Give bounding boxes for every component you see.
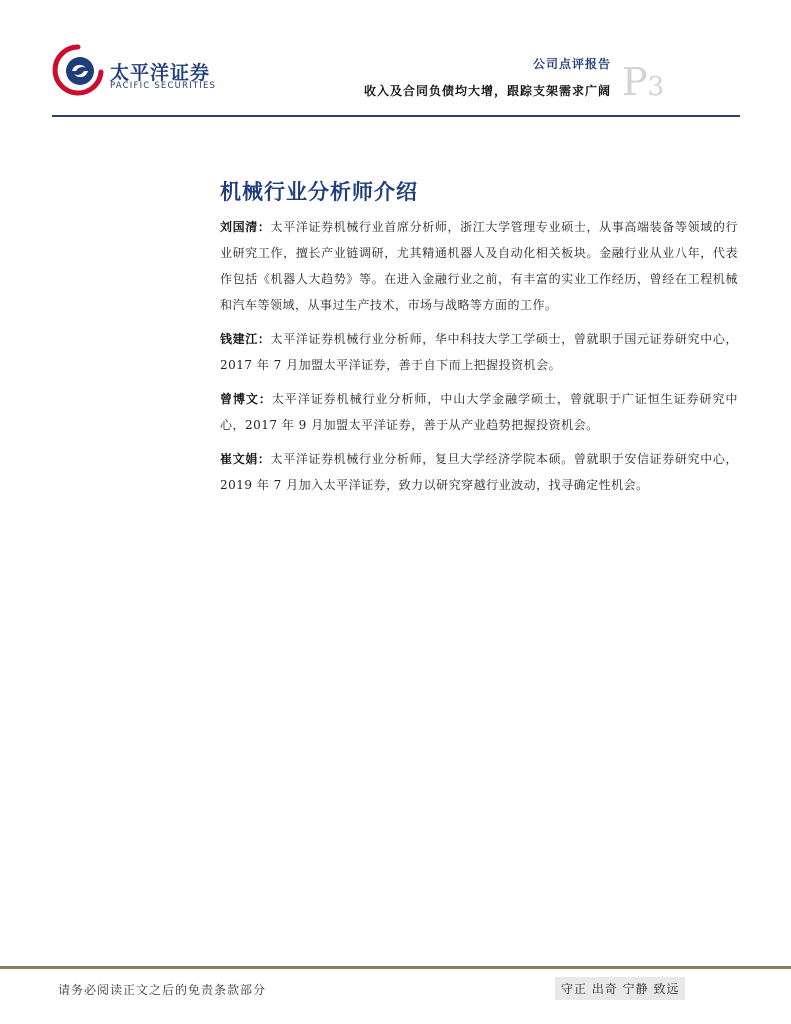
analyst-bio: 太平洋证券机械行业首席分析师，浙江大学管理专业硕士，从事高端装备等领域的行业研究工作，擅长产业链调研，尤其精通机器人及自动化相关板块。金融行业从业八年，代表作包括《机器人大趋势》等。在进入金融行业之前，有丰富的实业工作经历，曾经在工程机械和汽车等领域，从事过生产技术，市场与战略等方面的工作。 <box>220 220 738 312</box>
pacific-securities-logo <box>52 44 112 96</box>
footer-divider <box>0 966 791 969</box>
analyst-name: 刘国清： <box>220 220 271 234</box>
analyst-paragraph <box>220 214 738 318</box>
analyst-paragraph <box>220 386 738 438</box>
section-title: 机械行业分析师介绍 <box>220 179 418 204</box>
report-title: 收入及合同负债均大增，跟踪支架需求广阔 <box>363 84 611 98</box>
analyst-name: 钱建江： <box>220 332 271 346</box>
page-digit: 3 <box>647 72 665 102</box>
brand-name-en: PACIFIC SECURITIES <box>110 81 217 91</box>
header-divider <box>52 115 740 117</box>
analyst-name: 曾博文： <box>220 392 272 406</box>
page-number <box>622 60 664 104</box>
footer-motto: 守正 出奇 宁静 致远 <box>555 977 685 1000</box>
report-type: 公司点评报告 <box>532 57 611 71</box>
analyst-name: 崔文娟： <box>220 452 271 466</box>
analyst-bio: 太平洋证券机械行业分析师，中山大学金融学硕士，曾就职于广证恒生证券研究中心，2017 年 9 月加盟太平洋证券，善于从产业趋势把握投资机会。 <box>220 392 738 432</box>
brand-name-cn: 太平洋证券 <box>110 62 211 84</box>
footer-disclaimer: 请务必阅读正文之后的免责条款部分 <box>58 983 267 997</box>
analyst-paragraph <box>220 446 738 498</box>
page-header <box>0 0 791 120</box>
analyst-intro-section <box>220 214 738 506</box>
analyst-paragraph <box>220 326 738 378</box>
analyst-bio: 太平洋证券机械行业分析师，华中科技大学工学硕士，曾就职于国元证券研究中心，2017 年 7 月加盟太平洋证券，善于自下而上把握投资机会。 <box>220 332 738 372</box>
page-letter: P <box>622 60 648 104</box>
analyst-bio: 太平洋证券机械行业分析师，复旦大学经济学院本硕。曾就职于安信证券研究中心，2019 年 7 月加入太平洋证券，致力以研究穿越行业波动，找寻确定性机会。 <box>220 452 738 492</box>
